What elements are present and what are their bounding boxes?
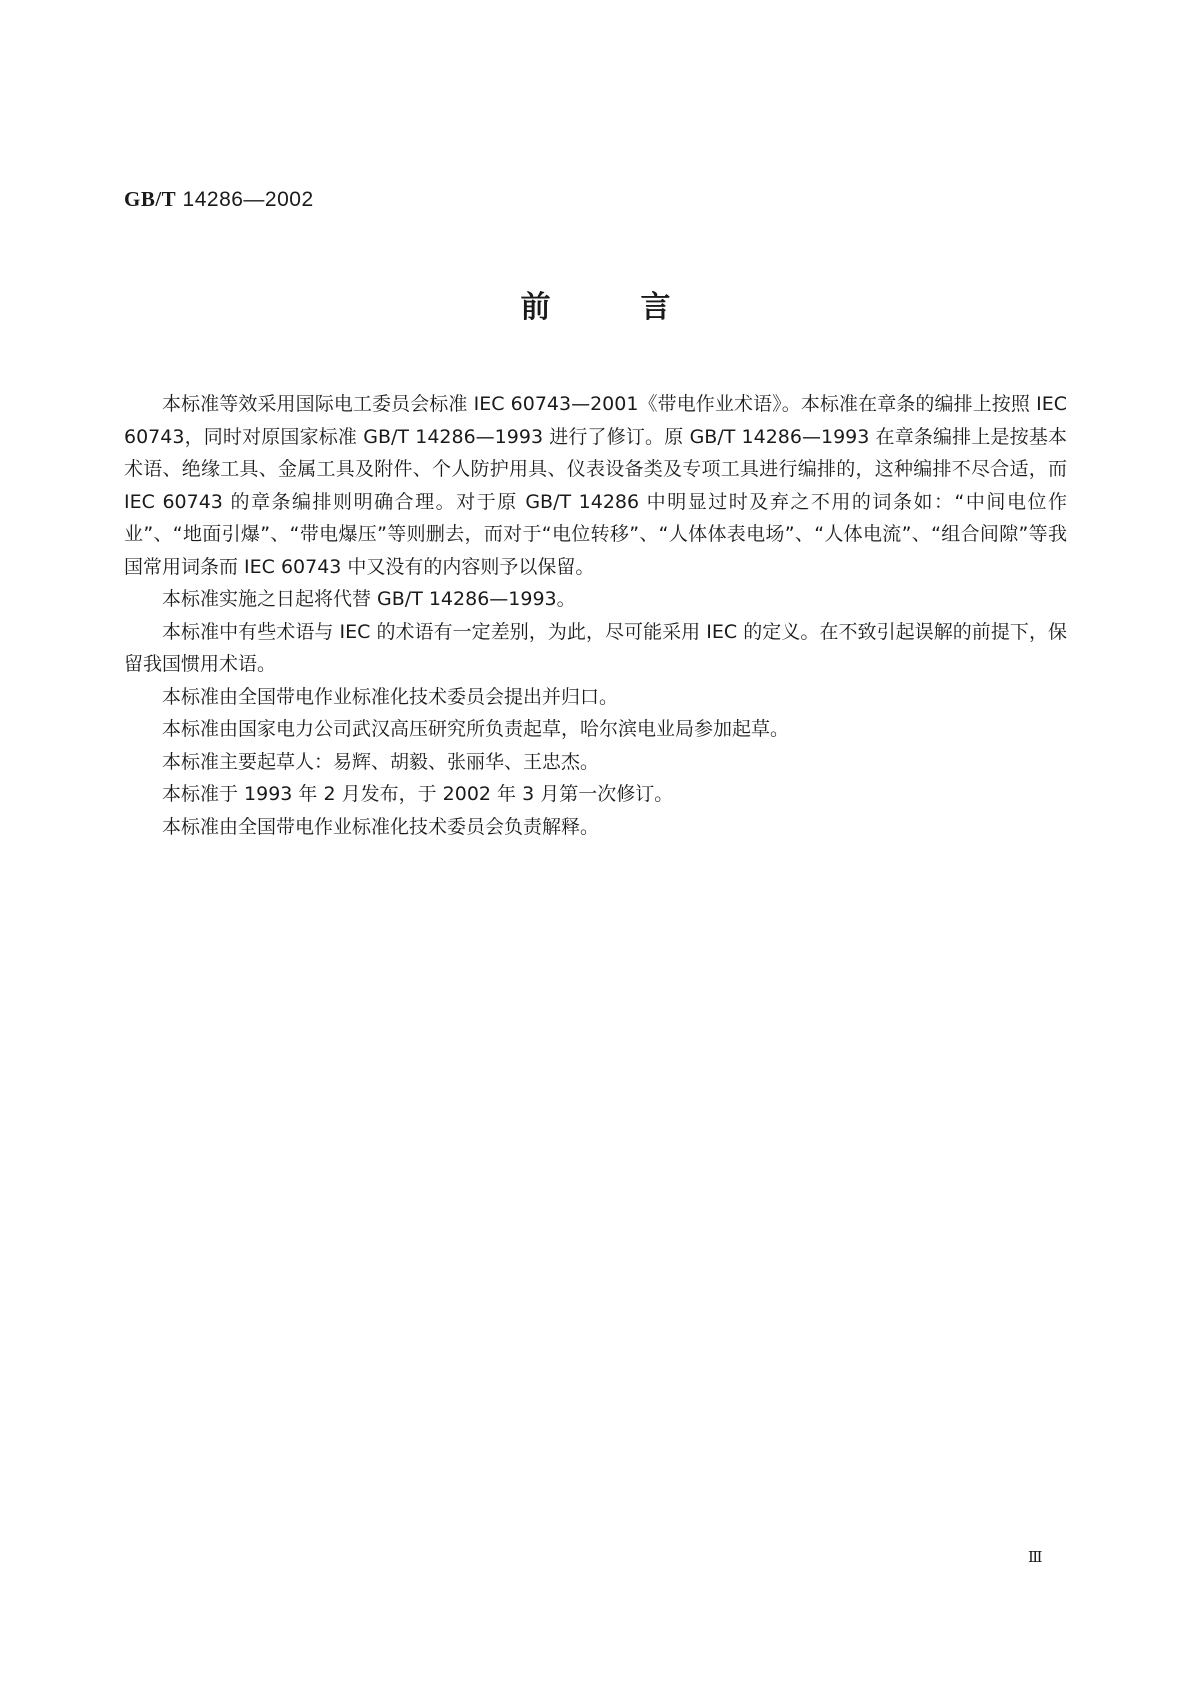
- paragraph-adoption: 本标准等效采用国际电工委员会标准 IEC 60743—2001《带电作业术语》。本标准在章条的编排上按照 IEC 60743，同时对原国家标准 GB/T 14286—1993 进行了修订。原 GB/T 14286—1993 在章条编排上是按基本术语、绝缘工具、金属工具及附件、个人防护用具、仪表设备类及专项工具进行编排的，这种编排不尽合适，而 IEC 60743 的章条编排则明确合理。对于原 GB/T 14286 中明显过时及弃之不用的词条如：“中间电位作业”、“地面引爆”、“带电爆压”等则删去，而对于“电位转移”、“人体体表电场”、“人体电流”、“组合间隙”等我国常用词条而 IEC 60743 中又没有的内容则予以保留。: [124, 393, 1067, 578]
- page-number: Ⅲ: [1028, 1550, 1043, 1566]
- paragraph-interpretation: 本标准由全国带电作业标准化技术委员会负责解释。: [162, 815, 600, 838]
- page-title-char-1: 前: [520, 290, 551, 325]
- page-title-char-2: 言: [640, 290, 671, 325]
- paragraph-terminology: 本标准中有些术语与 IEC 的术语有一定差别，为此，尽可能采用 IEC 的定义。在不致引起误解的前提下，保留我国惯用术语。: [124, 620, 1067, 675]
- paragraph-drafting-units: 本标准由国家电力公司武汉高压研究所负责起草，哈尔滨电业局参加起草。: [162, 718, 790, 740]
- standard-code-prefix: GB/T: [124, 187, 177, 211]
- paragraph-drafters: 本标准主要起草人：易辉、胡毅、张丽华、王忠杰。: [162, 750, 600, 773]
- standard-code: [124, 187, 314, 212]
- standard-code-number: 14286—2002: [182, 188, 314, 211]
- paragraph-replacement: 本标准实施之日起将代替 GB/T 14286—1993。: [162, 588, 576, 610]
- paragraph-proposer: 本标准由全国带电作业标准化技术委员会提出并归口。: [162, 685, 619, 708]
- page-title: [0, 282, 1191, 326]
- foreword-body: [124, 388, 1067, 843]
- paragraph-history: 本标准于 1993 年 2 月发布，于 2002 年 3 月第一次修订。: [162, 783, 674, 805]
